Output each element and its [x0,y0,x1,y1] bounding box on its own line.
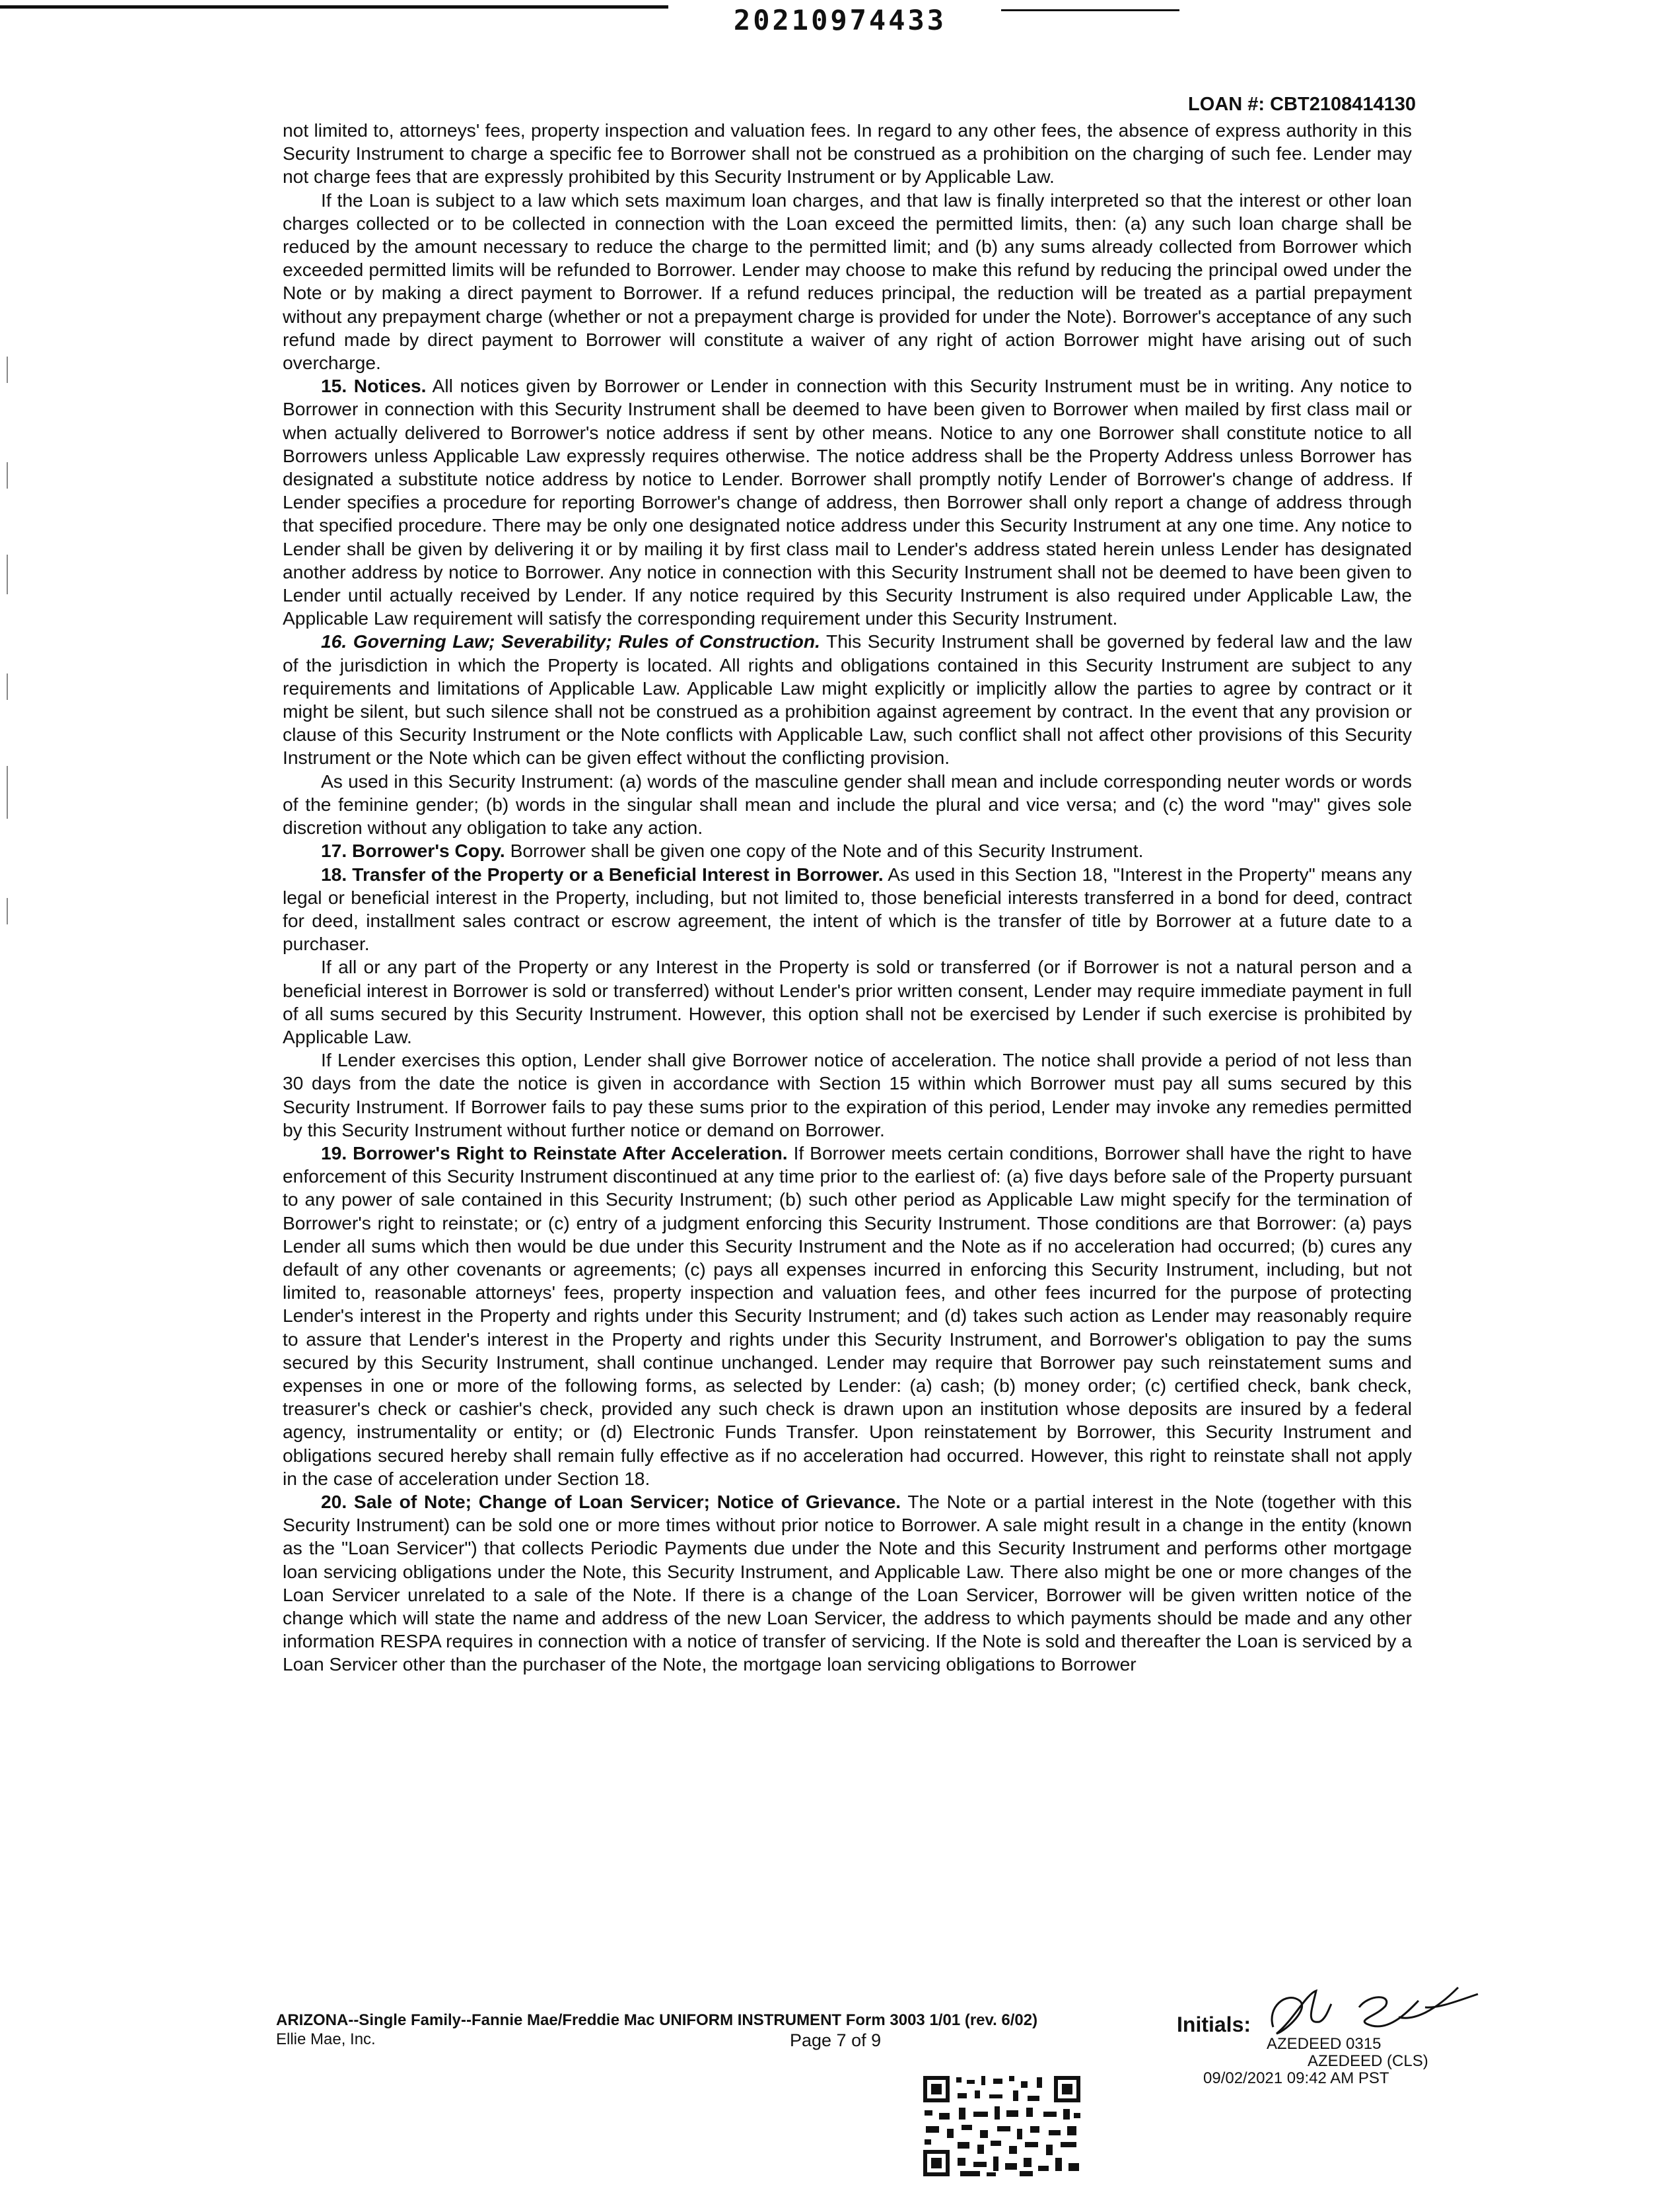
section-17-text: Borrower shall be given one copy of the Note and of this Security Instrument. [505,840,1144,862]
page-number: Page 7 of 9 [790,2030,882,2050]
section-15-text: All notices given by Borrower or Lender in connection with this Security Instrument must be in writing. Any notice to Borrower in connection with this Security Instrument shall be deemed to have been given to Borrower when mailed by first class mail or when actually delivered to Borrower's notice address if sent by other means. Notice to any one Borrower shall constitute notice to all Borrowers unless Applicable Law expressly requires otherwise. The notice address shall be the Property Address unless Borrower has designated a substitute notice address by notice to Lender. Borrower shall promptly notify Lender of Borrower's change of address. If Lender specifies a procedure for reporting Borrower's change of address, then Borrower shall only report a change of address through that specified procedure. There may be only one designated notice address under this Security Instrument at any one time. Any notice to Lender shall be given by delivering it or by mailing it by first class mail to Lender's address stated herein unless Lender has designated another address by notice to Borrower. Any notice in connection with this Security Instrument shall not be deemed to have been given to Lender until actually received by Lender. If any notice required by this Security Instrument is also required under Applicable Law, the Applicable Law requirement will satisfy the corresponding requirement under this Security Instrument. [283,375,1412,629]
section-16 [283,630,1412,769]
section-16-construction: As used in this Security Instrument: (a) words of the masculine gender shall mean and include corresponding neuter words or words of the feminine gender; (b) words in the singular shall mean and include the plural and vice versa; and (c) the word "may" gives sole discretion without any obligation to take any action. [283,770,1412,839]
section-19 [283,1142,1412,1490]
vendor-name: Ellie Mae, Inc. [276,2030,376,2048]
scan-margin-marks [5,357,9,951]
paragraph-fees: not limited to, attorneys' fees, property inspection and valuation fees. In regard to any other fees, the absence of express authority in this Security Instrument to charge a specific fee to Borrower shall not be construed as a prohibition on the charging of such fee. Lender may not charge fees that are expressly prohibited by this Security Instrument or by Applicable Law. [283,120,1412,188]
recording-number: 20210974433 [733,4,947,36]
section-15 [283,374,1412,630]
section-19-heading: 19. Borrower's Right to Reinstate After Acceleration. [321,1142,788,1163]
section-16-text: This Security Instrument shall be governed by federal law and the law of the jurisdiction in which the Property is located. All rights and obligations contained in this Security Instrument are subject to any requirements and limitations of Applicable Law. Applicable Law might explicitly or implicitly allow the parties to agree by contract or it might be silent, but such silence shall not be construed as a prohibition against agreement by contract. In the event that any provision or clause of this Security Instrument or the Note conflicts with Applicable Law, such conflict shall not affect other provisions of this Security Instrument or the Note which can be given effect without the conflicting provision. [283,631,1412,769]
section-18-transfer: If all or any part of the Property or any Interest in the Property is sold or transferred (or if Borrower is not a natural person and a beneficial interest in Borrower is sold or transferred) without Lender's prior written consent, Lender may require immediate payment in full of all sums secured by this Security Instrument. However, this option shall not be exercised by Lender if such exercise is prohibited by Applicable Law. [283,956,1412,1047]
section-16-heading: 16. Governing Law; Severability; Rules of Construction. [321,631,820,652]
section-17 [283,839,1412,862]
initials-code: AZEDEED 0315 [1267,2035,1382,2053]
section-15-heading: 15. Notices. [321,375,427,397]
section-18-acceleration: If Lender exercises this option, Lender shall give Borrower notice of acceleration. The notice shall provide a period of not less than 30 days from the date the notice is given in accordance with Section 15 within which Borrower must pay all sums secured by this Security Instrument. If Borrower fails to pay these sums prior to the expiration of this period, Lender may invoke any remedies permitted by this Security Instrument without further notice or demand on Borrower. [283,1049,1412,1140]
initials-signature [1260,1981,1485,2040]
form-identifier: ARIZONA--Single Family--Fannie Mae/Freddie Mac UNIFORM INSTRUMENT Form 3003 1/01 (rev. 6/02) [276,2011,1038,2029]
section-20-heading: 20. Sale of Note; Change of Loan Servicer; Notice of Grievance. [321,1490,901,1512]
section-20 [283,1490,1412,1676]
document-body [283,119,1412,1676]
paragraph-loan-charges: If the Loan is subject to a law which sets maximum loan charges, and that law is finally interpreted so that the interest or other loan charges collected or to be collected in connection with the Loan exceed the permitted limits, then: (a) any such loan charge shall be reduced by the amount necessary to reduce the charge to the permitted limit; and (b) any sums already collected from Borrower which exceeded permitted limits will be refunded to Borrower. Lender may choose to make this refund by reducing the principal owed under the Note or by making a direct payment to Borrower. If a refund reduces principal, the reduction will be treated as a partial prepayment without any prepayment charge (whether or not a prepayment charge is provided for under the Note). Borrower's acceptance of any such refund made by direct payment to Borrower will constitute a waiver of any right of action Borrower might have arising out of such overcharge. [283,189,1412,374]
initials-label: Initials: [1177,2013,1251,2036]
section-17-heading: 17. Borrower's Copy. [321,840,505,862]
loan-number: LOAN #: CBT2108414130 [1188,94,1416,115]
section-20-text: The Note or a partial interest in the Note (together with this Security Instrument) can be sold one or more times without prior notice to Borrower. A sale might result in a change in the entity (known as the "Loan Servicer") that collects Periodic Payments due under the Note and this Security Instrument and performs other mortgage loan servicing obligations under the Note, this Security Instrument, and Applicable Law. There also might be one or more changes of the Loan Servicer unrelated to a sale of the Note. If there is a change of the Loan Servicer, Borrower will be given written notice of the change which will state the name and address of the new Loan Servicer, the address to which payments should be made and any other information RESPA requires in connection with a notice of transfer of servicing. If the Note is sold and thereafter the Loan is serviced by a Loan Servicer other than the purchaser of the Note, the mortgage loan servicing obligations to Borrower [283,1490,1413,1675]
initials-timestamp: 09/02/2021 09:42 AM PST [1203,2069,1389,2087]
qr-barcode [921,2073,1083,2179]
section-18 [283,863,1412,956]
section-18-heading: 18. Transfer of the Property or a Beneficial Interest in Borrower. [321,863,884,885]
section-18-text: As used in this Section 18, "Interest in the Property" means any legal or beneficial interest in the Property, including, but not limited to, those beneficial interests transferred in a bond for deed, contract for deed, installment sales contract or escrow agreement, the intent of which is the transfer of title by Borrower at a future date to a purchaser. [283,863,1412,955]
initials-cls: AZEDEED (CLS) [1308,2052,1428,2070]
section-19-text: If Borrower meets certain conditions, Borrower shall have the right to have enforcement of this Security Instrument discontinued at any time prior to the earliest of: (a) five days before sale of the Property pursuant to any power of sale contained in this Security Instrument; (b) such other period as Applicable Law might specify for the termination of Borrower's right to reinstate; or (c) entry of a judgment enforcing this Security Instrument. Those conditions are that Borrower: (a) pays Lender all sums which then would be due under this Security Instrument and the Note as if no acceleration had occurred; (b) cures any default of any other covenants or agreements; (c) pays all expenses incurred in enforcing this Security Instrument, including, but not limited to, reasonable attorneys' fees, property inspection and valuation fees, and other fees incurred for the purpose of protecting Lender's interest in the Property and rights under this Security Instrument; and (d) takes such action as Lender may reasonably require to assure that Lender's interest in the Property and rights under this Security Instrument, and Borrower's obligation to pay the sums secured by this Security Instrument, shall continue unchanged. Lender may require that Borrower pay such reinstatement sums and expenses in one or more of the following forms, as selected by Lender: (a) cash; (b) money order; (c) certified check, bank check, treasurer's check or cashier's check, provided any such check is drawn upon an institution whose deposits are insured by a federal agency, instrumentality or entity; or (d) Electronic Funds Transfer. Upon reinstatement by Borrower, this Security Instrument and obligations secured hereby shall remain fully effective as if no acceleration had occurred. However, this right to reinstate shall not apply in the case of acceleration under Section 18. [283,1142,1412,1489]
